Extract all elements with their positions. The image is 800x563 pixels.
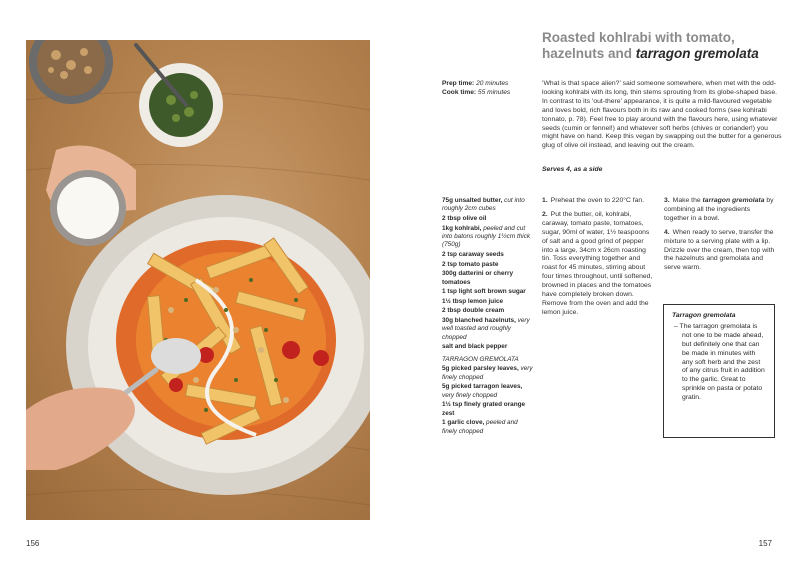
recipe-times xyxy=(442,80,510,97)
title-plain: Roasted kohlrabi with tomato, hazelnuts and xyxy=(542,30,735,61)
cook-time xyxy=(442,89,510,98)
ingredient-item: 1 garlic clove, peeled and finely chopped xyxy=(442,419,518,435)
ingredient-item: 1kg kohlrabi, peeled and cut into batons roughly 1½cm thick (750g) xyxy=(442,224,531,249)
page-number-right: 157 xyxy=(758,539,772,548)
prep-value: 20 minutes xyxy=(476,80,509,87)
cook-label: Cook time: xyxy=(442,88,477,96)
ingredient-item: salt and black pepper xyxy=(442,343,508,351)
spoon xyxy=(151,338,201,374)
method-step-3: 3. Make the tarragon gremolata by combining all the ingredients together in a bowl. xyxy=(664,197,774,222)
method-step-4: 4. When ready to serve, transfer the mixture to a serving plate with a lip. Drizzle over the cream, then top with the hazelnuts and gremolata and serve warm. xyxy=(664,228,775,272)
ingredient-item: 2 tsp caraway seeds xyxy=(442,251,504,258)
food-photo xyxy=(26,40,370,520)
tip-box xyxy=(663,304,775,438)
food-illustration xyxy=(26,40,370,520)
method-step-2: 2. Put the butter, oil, kohlrabi, caraway, tomato paste, tomatoes, sugar, 90ml of water, 1½ teaspoons of salt and a good grind of pepper into a large, 34cm x 26cm roasting tin. Toss everything together and roast for 45 minutes, stirring about four times throughout, until softened, browned in places and the tomatoes have completely broken down. Remove from the oven and add the lemon juice. xyxy=(542,210,653,316)
prep-label: Prep time: xyxy=(442,80,475,87)
method-column-1 xyxy=(542,197,654,323)
ingredient-list xyxy=(442,197,534,437)
title-italic: tarragon gremolata xyxy=(635,46,759,61)
method-column-2 xyxy=(664,197,776,278)
ingredient-item: 300g datterini or cherry tomatoes xyxy=(442,270,514,286)
page-number-left: 156 xyxy=(26,539,40,548)
tip-title: Tarragon gremolata xyxy=(672,312,736,319)
ingredient-item: 2 tsp tomato paste xyxy=(442,260,499,268)
ingredient-item: 1 tsp light soft brown sugar xyxy=(442,288,526,296)
tip-text: – The tarragon gremolata is not one to be made ahead, but definitely one that can be made in minutes with any soft herb and the zest of any citrus fruit in addition to the garlic. Great to sprinkle on pasta or potato gratin. xyxy=(674,322,765,402)
ingredient-item: 2 tbsp double cream xyxy=(442,307,505,315)
ingredient-item: 30g blanched hazelnuts, very well toasted and roughly chopped xyxy=(442,316,530,341)
ingredient-item: 2 tbsp olive oil xyxy=(442,215,487,222)
recipe-title xyxy=(542,30,782,62)
prep-time xyxy=(442,80,510,89)
ingredient-item: 5g picked parsley leaves, very finely chopped xyxy=(442,365,533,381)
hand-bottom xyxy=(26,388,135,471)
ingredient-item: 1½ tbsp lemon juice xyxy=(442,297,504,305)
recipe-intro: ‘What is that space alien?’ said someone somewhere, when met with the odd-looking kohlrabi with its long, thin stems sprouting from its globe-shaped base. In contrast to its ‘out-there’ appearance, it is quite a mild-flavoured vegetable and loves bold, rich flavours both in its raw and cooked forms (see kohlrabi tonnato, p. 78). Feel free to play around with the flavours here, using whatever seeds (cumin or fennel!) and whatever soft herbs (chives or coriander!) you might have on hand. Keep this vegan by swapping out the butter for a generous glug of olive oil instead, and leaving out the cream. xyxy=(542,80,782,150)
method-step-1: 1. Preheat the oven to 220°C fan. xyxy=(542,197,645,204)
ingredient-item: 5g picked tarragon leaves, very finely chopped xyxy=(442,383,523,399)
ingredient-item: 1½ tsp finely grated orange zest xyxy=(442,401,526,417)
serves: Serves 4, as a side xyxy=(542,166,603,173)
ingredient-item: 75g unsalted butter, cut into roughly 2cm cubes xyxy=(442,197,525,213)
gremolata-subheading: TARRAGON GREMOLATA xyxy=(442,355,519,363)
cook-value: 55 minutes xyxy=(477,88,511,96)
